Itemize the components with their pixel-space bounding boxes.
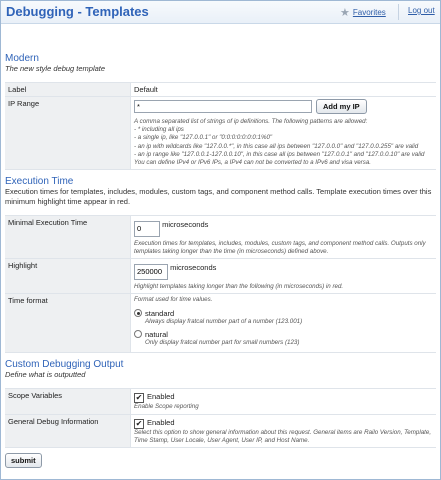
checkbox-checked-icon[interactable]: ✔ bbox=[135, 418, 143, 428]
general-enabled-checkbox[interactable] bbox=[134, 418, 433, 429]
ip-range-label: IP Range bbox=[5, 97, 131, 170]
table-row bbox=[5, 97, 436, 170]
radio-unselected-icon[interactable] bbox=[134, 330, 142, 338]
radio-natural[interactable] bbox=[134, 330, 433, 339]
ip-range-input[interactable] bbox=[134, 100, 312, 113]
standard-hint: Always display fratcal number part of a number (123.001) bbox=[145, 318, 303, 326]
natural-hint: Only display fratcal number part for small numbers (123) bbox=[145, 339, 300, 347]
scope-variables-label: Scope Variables bbox=[5, 389, 131, 414]
star-icon: ★ bbox=[340, 7, 350, 19]
submit-button[interactable]: submit bbox=[5, 453, 42, 468]
modern-table bbox=[5, 82, 436, 170]
general-enabled-label: Enabled bbox=[147, 417, 175, 427]
radio-standard[interactable] bbox=[134, 309, 433, 318]
time-format-label: Time format bbox=[5, 293, 131, 353]
main-content bbox=[5, 25, 437, 468]
ip-hint-4: - an ip range like "127.0.0.1-127.0.0.10", in this case all ips between "127.0.0.1" and "127.0.0.10" are valid bbox=[134, 150, 425, 158]
min-exec-cell bbox=[131, 216, 437, 259]
min-exec-label: Minimal Execution Time bbox=[5, 216, 131, 259]
radio-selected-icon[interactable] bbox=[134, 309, 142, 317]
section-desc-custom: Define what is outputted bbox=[5, 370, 86, 380]
highlight-cell bbox=[131, 259, 437, 294]
table-row bbox=[5, 414, 436, 447]
time-format-cell bbox=[131, 293, 437, 353]
table-row bbox=[5, 259, 436, 294]
natural-label: natural bbox=[145, 330, 168, 340]
ip-hint-3: - an ip with wildcards like "127.0.0.*", in this case all ips between "127.0.0.0" and "127.0.0.255" are valid bbox=[134, 142, 419, 150]
scope-hint: Enable Scope reporting bbox=[134, 403, 199, 411]
highlight-input[interactable] bbox=[134, 264, 168, 280]
section-title-modern: Modern bbox=[5, 53, 39, 64]
table-row bbox=[5, 216, 436, 259]
logout-link[interactable]: Log out bbox=[408, 6, 435, 15]
time-format-hint: Format used for time values. bbox=[134, 295, 213, 303]
highlight-hint: Highlight templates taking longer than the following (in microseconds) in red. bbox=[134, 282, 344, 290]
ip-range-cell bbox=[131, 97, 437, 170]
custom-table bbox=[5, 388, 436, 448]
scope-enabled-label: Enabled bbox=[147, 392, 175, 402]
header-divider bbox=[398, 4, 399, 20]
highlight-unit: microseconds bbox=[170, 263, 217, 273]
title-bar bbox=[1, 1, 440, 24]
min-exec-input[interactable] bbox=[134, 221, 160, 237]
label-value: Default bbox=[131, 83, 437, 97]
favorites-label: Favorites bbox=[352, 8, 386, 17]
favorites-link[interactable] bbox=[340, 6, 386, 19]
ip-hint-2: - a single ip, like "127.0.0.1" or "0:0:0:0:0:0:0:1%0" bbox=[134, 134, 273, 142]
execution-table bbox=[5, 215, 436, 353]
section-title-custom: Custom Debugging Output bbox=[5, 359, 124, 371]
ip-hint-1: - * including all ips bbox=[134, 126, 184, 134]
page-title: Debugging - Templates bbox=[6, 4, 149, 19]
standard-label: standard bbox=[145, 309, 175, 319]
ip-hint-5: You can define IPv4 or IPv6 IPs, a IPv4 can not be converted to a IPv6 and visa versa. bbox=[134, 159, 371, 167]
table-row bbox=[5, 389, 436, 414]
highlight-label: Highlight bbox=[5, 259, 131, 294]
general-debug-cell bbox=[131, 414, 437, 447]
checkbox-checked-icon[interactable]: ✔ bbox=[135, 393, 143, 403]
min-exec-hint: Execution times for templates, includes, modules, custom tags, and component method calls. Outputs only templates taking longer than the time (in microseconds) defined above. bbox=[134, 239, 426, 255]
table-row bbox=[5, 83, 436, 97]
label-label: Label bbox=[5, 83, 131, 97]
ip-hint-0: A comma separated list of strings of ip definitions. The following patterns are allowed: bbox=[134, 118, 368, 125]
scope-variables-cell bbox=[131, 389, 437, 414]
section-title-execution: Execution Time bbox=[5, 176, 74, 188]
min-exec-unit: microseconds bbox=[162, 220, 209, 230]
scope-enabled-checkbox[interactable] bbox=[134, 392, 433, 403]
general-debug-label: General Debug Information bbox=[5, 414, 131, 447]
general-hint: Select this option to show general information about this request. General items are Railo Version, Template, Time Stamp, User Locale, User Agent, User IP, and Host Name. bbox=[134, 428, 432, 444]
section-desc-modern: The new style debug template bbox=[5, 64, 106, 73]
table-row bbox=[5, 293, 436, 353]
section-desc-execution: Execution times for templates, includes, modules, custom tags, and component method calls. Template execution times over this minimum highlight time appear in red. bbox=[5, 187, 432, 207]
add-my-ip-button[interactable]: Add my IP bbox=[316, 99, 367, 114]
